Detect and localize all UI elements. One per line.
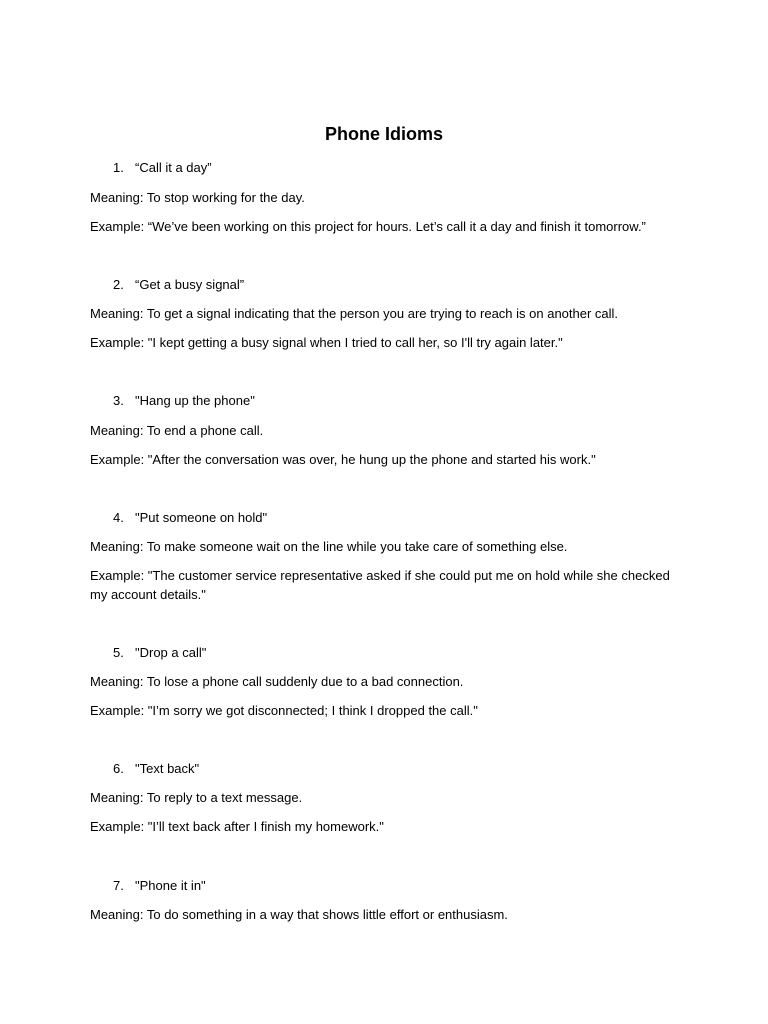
idiom-meaning: Meaning: To lose a phone call suddenly due to a bad connection. <box>90 674 464 689</box>
idiom-example: Example: “We’ve been working on this project for hours. Let’s call it a day and finish it tomorrow.” <box>90 219 646 234</box>
idiom-heading <box>113 643 713 662</box>
list-number: 6. <box>113 761 124 776</box>
list-number: 1. <box>113 160 124 175</box>
idiom-meaning: Meaning: To do something in a way that shows little effort or enthusiasm. <box>90 907 508 922</box>
idiom-example: Example: "After the conversation was over, he hung up the phone and started his work." <box>90 452 596 467</box>
list-number: 5. <box>113 645 124 660</box>
idiom-heading <box>113 391 713 410</box>
idiom-meaning: Meaning: To end a phone call. <box>90 423 264 438</box>
idiom-meaning: Meaning: To stop working for the day. <box>90 190 305 205</box>
idiom-heading <box>113 876 713 895</box>
idiom-text: “Get a busy signal” <box>135 277 245 292</box>
idiom-text: "Hang up the phone" <box>135 393 255 408</box>
idiom-example: Example: "I kept getting a busy signal when I tried to call her, so I'll try again later." <box>90 335 563 350</box>
idiom-text: "Drop a call" <box>135 645 207 660</box>
idiom-example: Example: "I’m sorry we got disconnected; I think I dropped the call." <box>90 703 478 718</box>
idiom-heading <box>113 759 713 778</box>
idiom-text: “Call it a day” <box>135 160 212 175</box>
list-number: 2. <box>113 277 124 292</box>
idiom-meaning: Meaning: To get a signal indicating that the person you are trying to reach is on another call. <box>90 306 619 321</box>
idiom-heading <box>113 508 713 527</box>
idiom-meaning: Meaning: To reply to a text message. <box>90 790 303 805</box>
idiom-example: Example: "The customer service representative asked if she could put me on hold while she checked my account details." <box>90 568 670 602</box>
idiom-heading <box>113 275 713 294</box>
list-number: 3. <box>113 393 124 408</box>
list-number: 7. <box>113 878 124 893</box>
list-number: 4. <box>113 510 124 525</box>
idiom-text: "Phone it in" <box>135 878 206 893</box>
idiom-text: "Text back" <box>135 761 200 776</box>
idiom-heading <box>113 158 713 177</box>
idiom-meaning: Meaning: To make someone wait on the line while you take care of something else. <box>90 539 568 554</box>
idiom-example: Example: "I’ll text back after I finish my homework." <box>90 819 384 834</box>
page-title: Phone Idioms <box>324 124 443 144</box>
idiom-text: "Put someone on hold" <box>135 510 268 525</box>
